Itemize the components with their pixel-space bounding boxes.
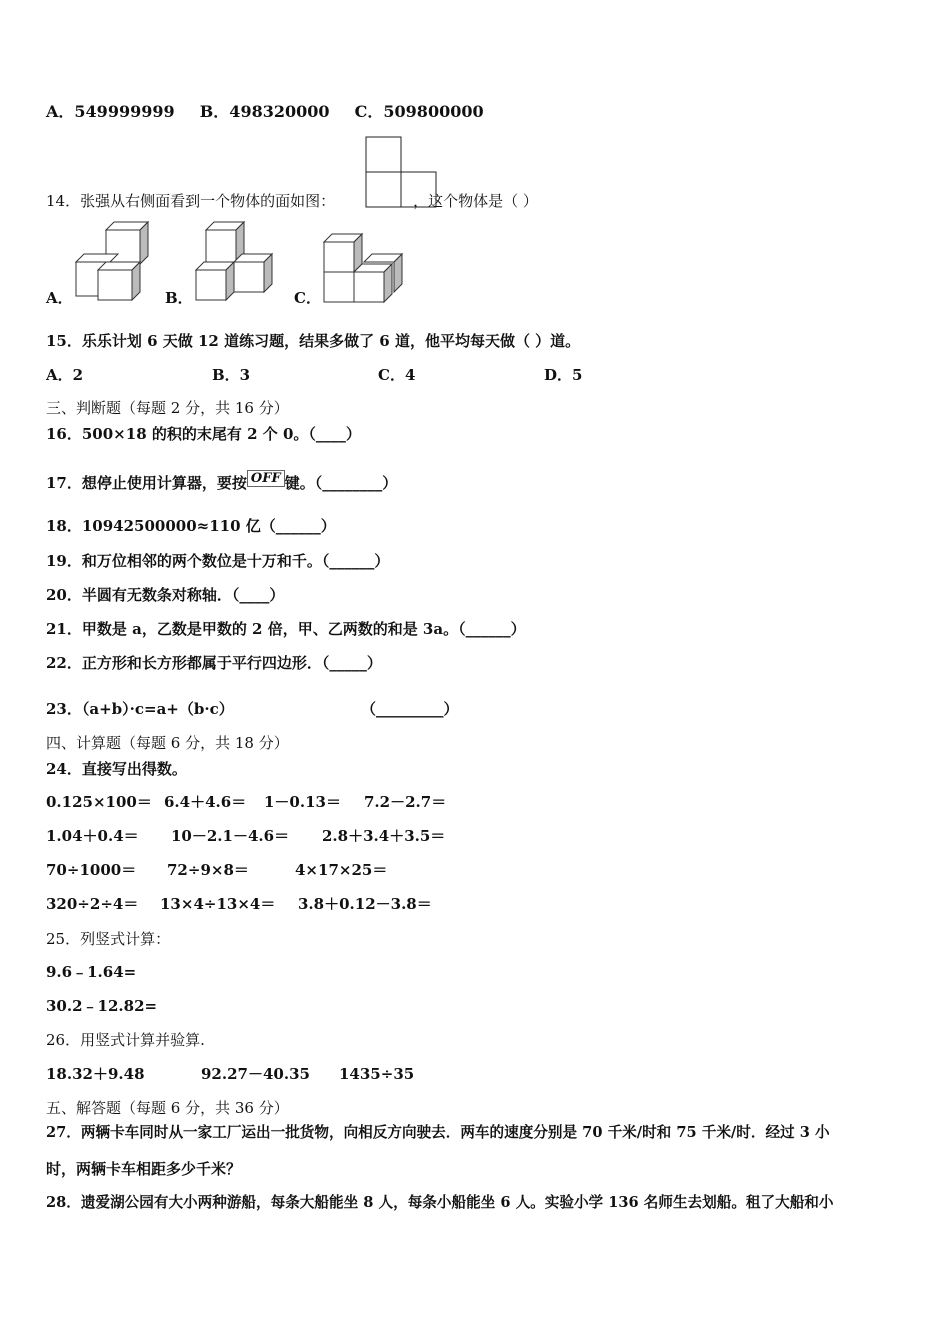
q14-option-b-cubes [194, 220, 278, 302]
q14-option-a-cubes [74, 220, 150, 302]
q24-item: 70÷1000＝ [46, 861, 137, 879]
q14-stem-pre: 14．张强从右侧面看到一个物体的面如图： [46, 192, 336, 210]
q23-stem: 23．（a+b）·c=a+（b·c） [46, 700, 234, 718]
section-4-heading: 四、计算题（每题 6 分，共 18 分） [46, 734, 289, 752]
q18: 18．10942500000≈110 亿（______） [46, 517, 336, 535]
q13-option-a: A．549999999 [46, 102, 175, 121]
q16: 16．500×18 的积的末尾有 2 个 0。（____） [46, 425, 361, 443]
q15-option-d: D．5 [544, 366, 583, 384]
off-key-icon: OFF [247, 470, 285, 487]
q24-row-4 [46, 894, 432, 914]
q23 [46, 699, 459, 719]
q24-stem: 24．直接写出得数。 [46, 760, 187, 778]
q26-item: 1435÷35 [339, 1065, 415, 1083]
q28-line-1: 28．遗爱湖公园有大小两种游船，每条大船能坐 8 人，每条小船能坐 6 人。实验小学 136 名师生去划船。租了大船和小 [46, 1194, 834, 1211]
q24-item: 1－0.13＝ [264, 793, 341, 811]
q13-option-c: C．509800000 [354, 102, 484, 121]
q24-item: 1.04＋0.4＝ [46, 827, 139, 845]
q17-post: 键。（________） [284, 474, 398, 492]
q17 [46, 470, 397, 493]
q24-item: 13×4÷13×4＝ [160, 895, 276, 913]
q24-item: 3.8＋0.12－3.8＝ [298, 895, 432, 913]
q15-option-a: A．2 [46, 366, 84, 384]
q26-stem: 26．用竖式计算并验算. [46, 1031, 205, 1049]
q14-stem-post: ，这个物体是（ ） [413, 192, 538, 210]
q17-pre: 17．想停止使用计算器，要按 [46, 474, 247, 492]
q24-item: 7.2－2.7＝ [364, 793, 447, 811]
q19: 19．和万位相邻的两个数位是十万和千。（______） [46, 552, 390, 570]
q25-item-1: 9.6﹣1.64= [46, 963, 137, 981]
q15-stem: 15．乐乐计划 6 天做 12 道练习题，结果多做了 6 道，他平均每天做（ ）道。 [46, 332, 581, 350]
q13-options [46, 102, 484, 122]
q24-row-1 [46, 792, 446, 812]
q26-item: 18.32＋9.48 [46, 1065, 145, 1083]
q14-option-a-label: A． [46, 289, 73, 307]
q27-line-1: 27．两辆卡车同时从一家工厂运出一批货物，向相反方向驶去．两车的速度分别是 70 千米/时和 75 千米/时．经过 3 小 [46, 1124, 830, 1141]
q24-item: 10－2.1－4.6＝ [171, 827, 290, 845]
section-3-heading: 三、判断题（每题 2 分，共 16 分） [46, 399, 289, 417]
q24-item: 6.4＋4.6＝ [164, 793, 247, 811]
q14-option-c-label: C． [294, 289, 321, 307]
q26-items [46, 1064, 414, 1084]
q15-option-c: C．4 [378, 366, 416, 384]
q24-item: 2.8＋3.4＋3.5＝ [322, 827, 446, 845]
q25-item-2: 30.2﹣12.82= [46, 997, 158, 1015]
q23-blank: （_________） [361, 700, 459, 718]
q20: 20．半圆有无数条对称轴．（____） [46, 586, 285, 604]
q21: 21．甲数是 a，乙数是甲数的 2 倍，甲、乙两数的和是 3a。（______） [46, 620, 526, 638]
section-5-heading: 五、解答题（每题 6 分，共 36 分） [46, 1099, 289, 1117]
q24-item: 4×17×25＝ [295, 861, 388, 879]
q27-line-2: 时，两辆卡车相距多少千米？ [46, 1160, 242, 1178]
q26-item: 92.27－40.35 [201, 1065, 310, 1083]
q14-option-c-cubes [322, 228, 408, 304]
q25-stem: 25．列竖式计算： [46, 930, 171, 948]
q24-item: 0.125×100＝ [46, 793, 152, 811]
q14-side-view-figure [364, 136, 440, 208]
q24-row-3 [46, 860, 387, 880]
q15-options [46, 365, 582, 385]
q13-option-b: B．498320000 [199, 102, 330, 121]
q22: 22．正方形和长方形都属于平行四边形．（_____） [46, 654, 382, 672]
q24-item: 320÷2÷4＝ [46, 895, 139, 913]
q24-row-2 [46, 826, 445, 846]
q15-option-b: B．3 [212, 366, 251, 384]
q14-stem [46, 191, 538, 211]
q24-item: 72÷9×8＝ [167, 861, 249, 879]
q14-option-b-label: B． [165, 289, 193, 307]
